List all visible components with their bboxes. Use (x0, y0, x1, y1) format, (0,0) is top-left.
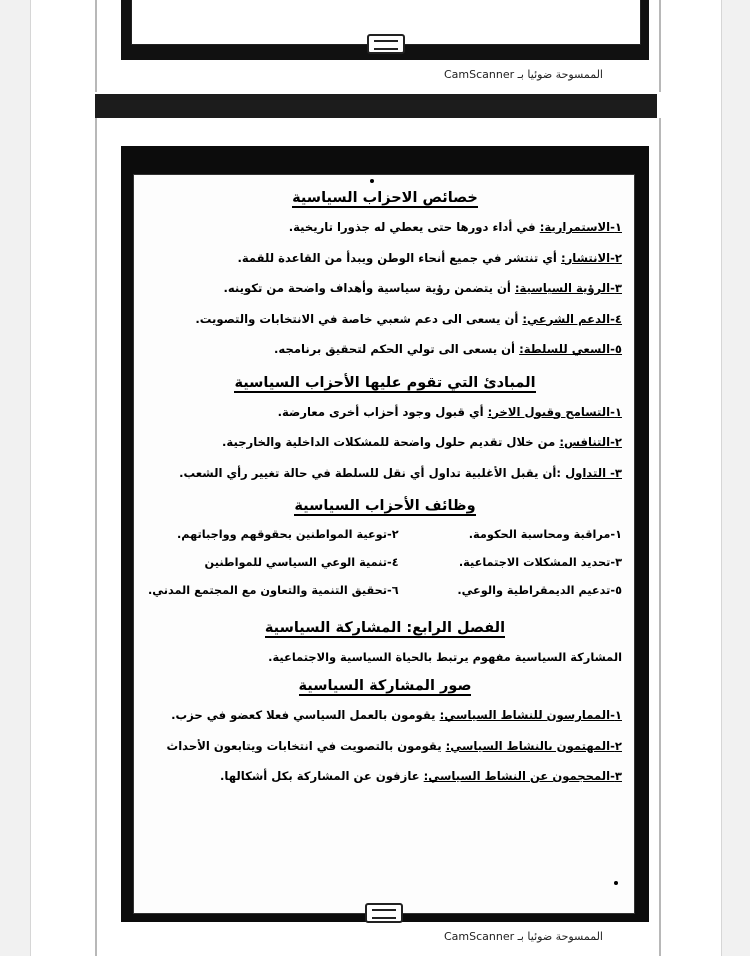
list-item: ٣- التداول :أن يقبل الأغلبية تداول أي نقل للسلطة في حالة تغيير رأي الشعب. (179, 465, 622, 480)
section-heading: المبادئ التي تقوم عليها الأحزاب السياسية (234, 374, 536, 391)
section-heading: صور المشاركة السياسية (298, 678, 472, 694)
list-item: ٣-الرؤية السياسية: أن يتضمن رؤية سياسية وأهداف واضحة من تكوينه. (223, 281, 622, 295)
list-item: ٣-المحجمون عن النشاط السياسي: عازفون عن المشاركة بكل أشكالها. (220, 769, 622, 783)
scanned-image-previous (121, 0, 649, 60)
grid-item: ٥-تدعيم الديمقراطية والوعي. (457, 584, 622, 597)
grid-item: ١-مراقبة ومحاسبة الحكومة. (468, 528, 622, 541)
document-viewer[interactable] (30, 0, 722, 956)
stamp-icon (365, 903, 403, 923)
section-heading: وظائف الأحزاب السياسية (294, 498, 476, 514)
page-divider (95, 94, 657, 118)
document-content (148, 181, 622, 799)
grid-item: ٤-تنمية الوعي السياسي للمواطنين (204, 556, 399, 569)
scanned-image (121, 146, 649, 922)
chapter-heading: الفصل الرابع: المشاركة السياسية (264, 620, 506, 636)
list-item: ٤-الدعم الشرعي: أن يسعى الى دعم شعبي خاصة في الانتخابات والتصويت. (195, 311, 622, 326)
grid-item: ٢-توعية المواطنين بحقوقهم وواجباتهم. (176, 528, 399, 541)
section-heading: خصائص الاحزاب السياسية (292, 190, 478, 206)
camscanner-caption: الممسوحة ضوئيا بـ CamScanner (443, 930, 603, 943)
paragraph: المشاركة السياسية مفهوم يرتبط بالحياة السياسية والاجتماعية. (268, 650, 622, 664)
list-item: ٢-الانتشار: أي تنتشر في جميع أنحاء الوطن ويبدأ من القاعدة للقمة. (237, 250, 622, 265)
stamp-icon (367, 34, 405, 54)
grid-item: ٦-تحقيق التنمية والتعاون مع المجتمع المدني. (148, 584, 399, 597)
page-previous (95, 0, 661, 92)
scanned-paper-previous (131, 0, 641, 45)
list-item: ٢-المهتمون بالنشاط السياسي: يقومون بالتصويت في انتخابات ويتابعون الأحداث (166, 738, 622, 753)
camscanner-caption: الممسوحة ضوئيا بـ CamScanner (443, 68, 603, 81)
scanned-paper (133, 174, 635, 914)
list-item: ١-الممارسون للنشاط السياسي: يقومون بالعمل السياسي فعلا كعضو في حزب. (171, 708, 622, 722)
functions-grid (148, 527, 622, 599)
grid-item: ٣-تحديد المشكلات الاجتماعية. (458, 556, 622, 569)
scan-speck (614, 881, 618, 885)
page-current (95, 118, 661, 956)
list-item: ٢-التنافس: من خلال تقديم حلول واضحة للمشكلات الداخلية والخارجية. (222, 435, 622, 449)
list-item: ٥-السعي للسلطة: أن يسعى الى تولي الحكم لتحقيق برنامجه. (274, 342, 622, 356)
list-item: ١-الاستمرارية: في أداء دورها حتى يعطي له جذورا تاريخية. (288, 220, 622, 234)
list-item: ١-التسامح وقبول الاخر: أي قبول وجود أحزاب أخرى معارضة. (277, 404, 622, 419)
